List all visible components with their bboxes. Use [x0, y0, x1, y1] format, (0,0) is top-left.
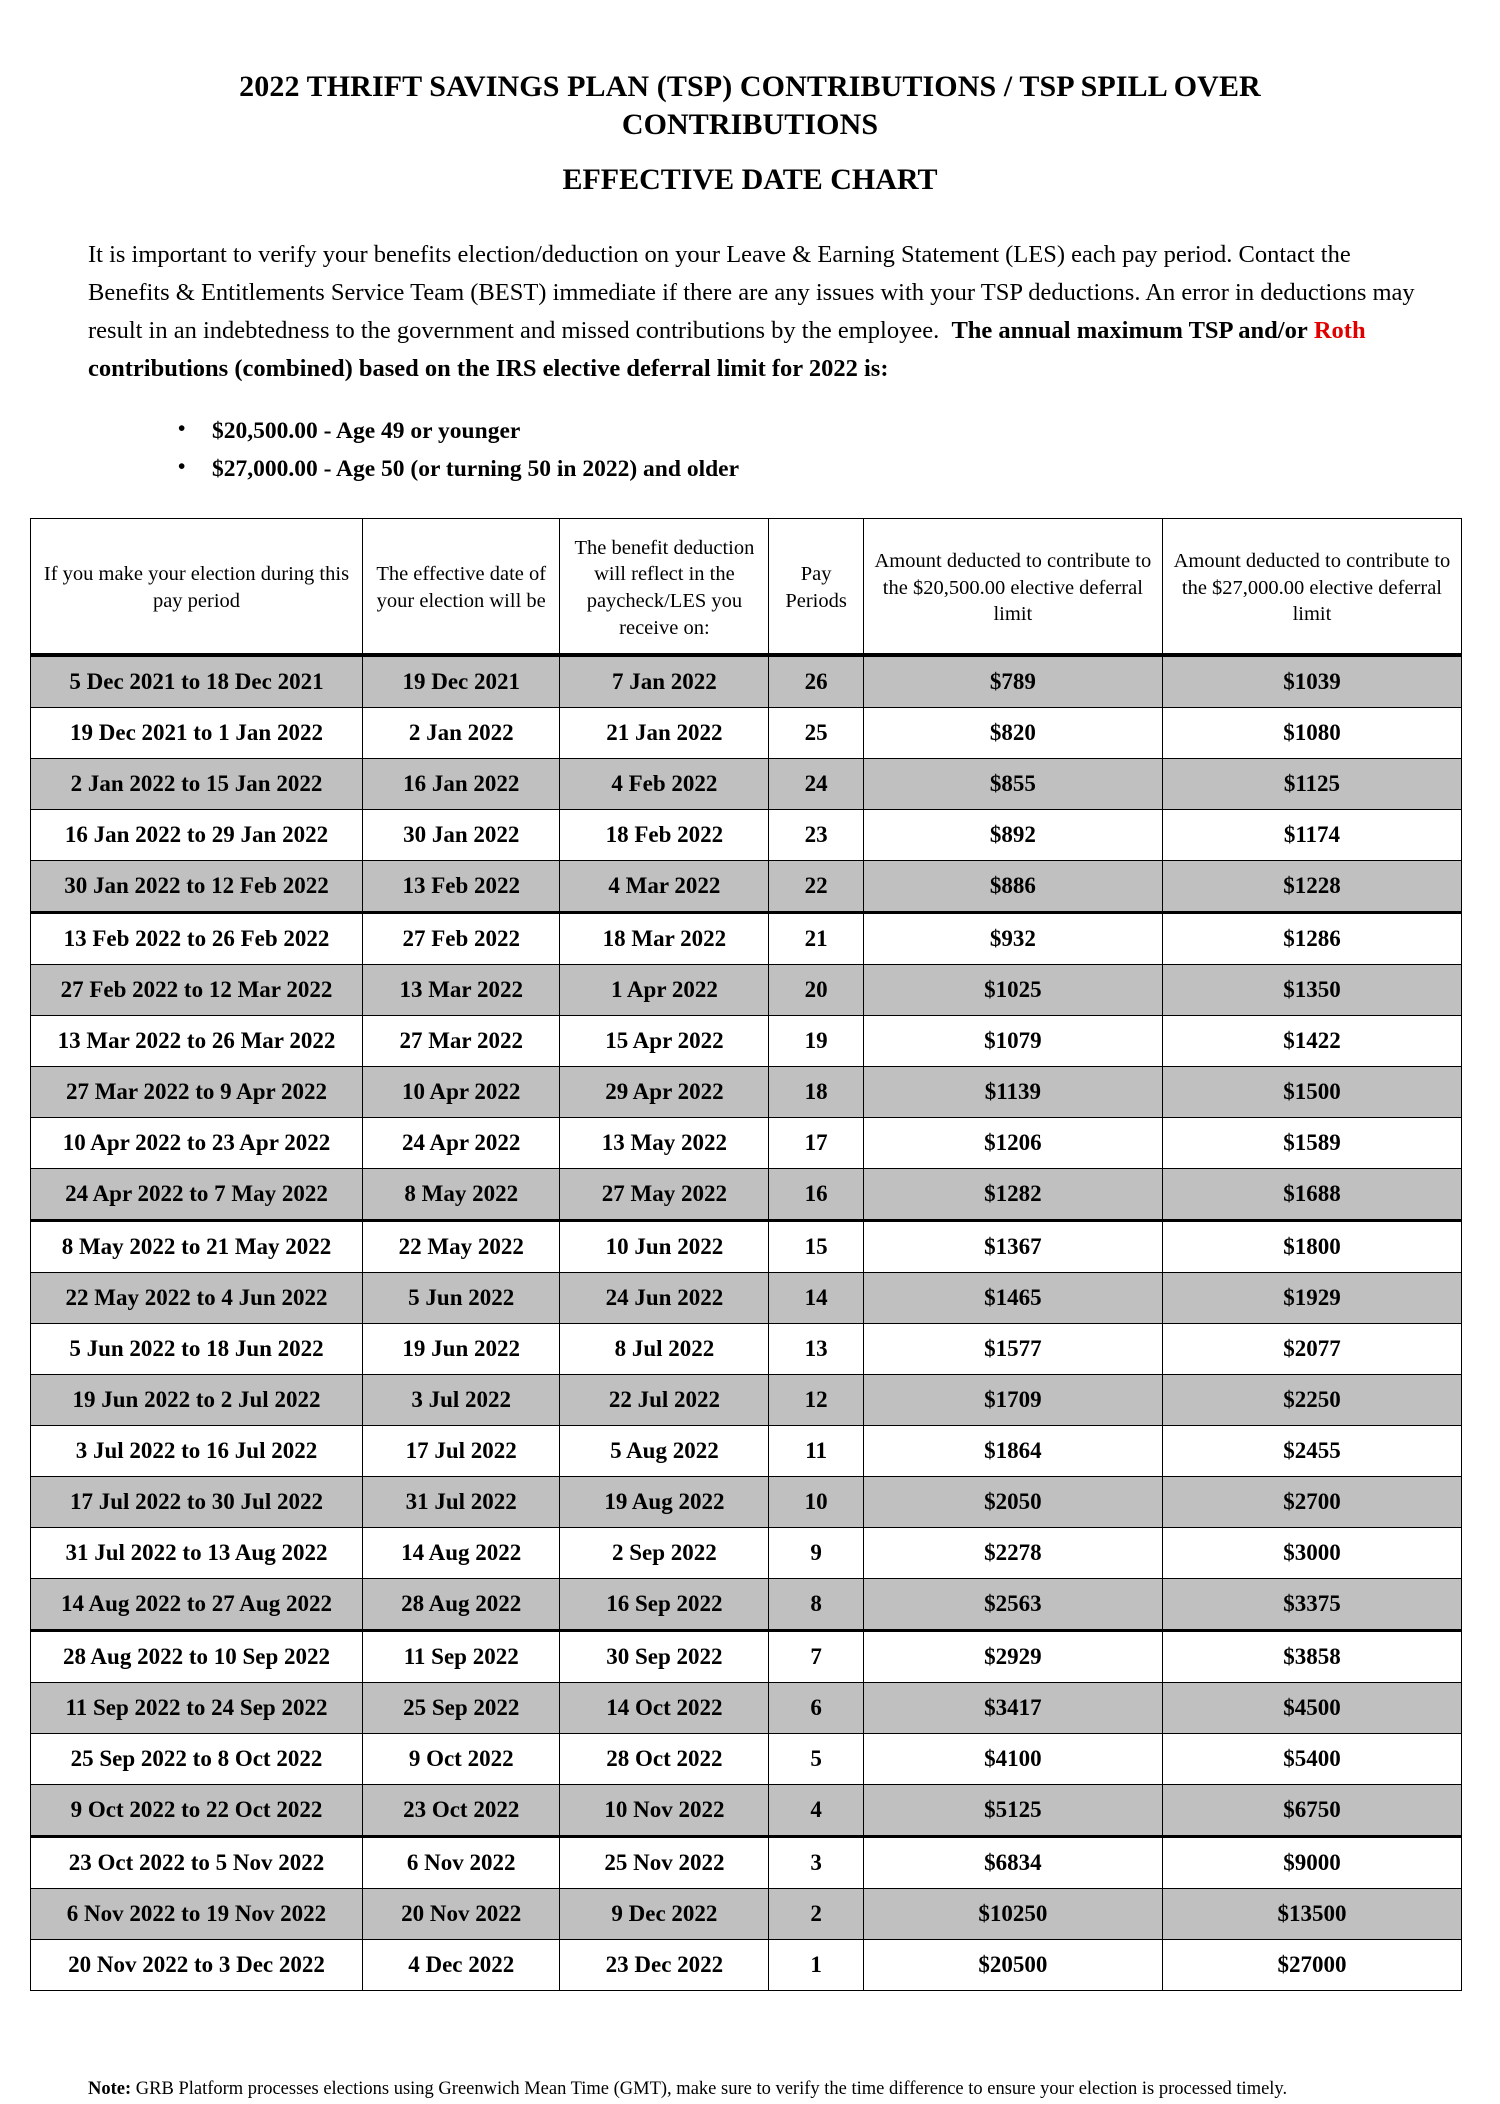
cell-amount-20500: $3417: [863, 1683, 1162, 1734]
cell-amount-20500: $932: [863, 913, 1162, 965]
cell-amount-27000: $2077: [1162, 1324, 1461, 1375]
cell-pay-periods: 2: [769, 1889, 863, 1940]
cell-amount-20500: $1282: [863, 1169, 1162, 1221]
cell-amount-20500: $789: [863, 655, 1162, 708]
cell-benefit-deduction: 1 Apr 2022: [560, 965, 769, 1016]
cell-effective-date: 13 Feb 2022: [362, 861, 559, 913]
cell-amount-27000: $1800: [1162, 1221, 1461, 1273]
cell-effective-date: 24 Apr 2022: [362, 1118, 559, 1169]
cell-benefit-deduction: 2 Sep 2022: [560, 1528, 769, 1579]
intro-text-bold-after-roth: contributions (combined) based on the IRS elective deferral limit for 2022 is:: [88, 354, 889, 382]
cell-amount-20500: $1864: [863, 1426, 1162, 1477]
table-row: [31, 1579, 1462, 1631]
cell-pay-periods: 8: [769, 1579, 863, 1631]
cell-amount-27000: $3375: [1162, 1579, 1461, 1631]
cell-benefit-deduction: 29 Apr 2022: [560, 1067, 769, 1118]
cell-amount-20500: $20500: [863, 1940, 1162, 1991]
cell-pay-periods: 12: [769, 1375, 863, 1426]
table-row: [31, 708, 1462, 759]
cell-benefit-deduction: 4 Mar 2022: [560, 861, 769, 913]
cell-amount-27000: $1589: [1162, 1118, 1461, 1169]
cell-effective-date: 10 Apr 2022: [362, 1067, 559, 1118]
cell-amount-27000: $1500: [1162, 1067, 1461, 1118]
intro-text-plain: It is important to verify your benefits election/deduction on your Leave & Earning Statement (LES) each pay period. Contact the Benefits & Entitlements Service Team (BEST) immediate if there are any issues with your TSP deductions. An error in deductions may result in an indebtedness to the government and missed contributions by the employee.: [88, 240, 1415, 344]
column-header-amount-27000: Amount deducted to contribute to the $27,000.00 elective deferral limit: [1162, 518, 1461, 655]
cell-effective-date: 13 Mar 2022: [362, 965, 559, 1016]
cell-pay-periods: 6: [769, 1683, 863, 1734]
column-header-amount-20500: Amount deducted to contribute to the $20,500.00 elective deferral limit: [863, 518, 1162, 655]
cell-pay-periods: 14: [769, 1273, 863, 1324]
cell-pay-periods: 18: [769, 1067, 863, 1118]
cell-amount-27000: $1688: [1162, 1169, 1461, 1221]
table-row: [31, 861, 1462, 913]
cell-amount-27000: $9000: [1162, 1837, 1461, 1889]
cell-effective-date: 8 May 2022: [362, 1169, 559, 1221]
cell-effective-date: 31 Jul 2022: [362, 1477, 559, 1528]
table-row: [31, 1016, 1462, 1067]
table-row: [31, 1889, 1462, 1940]
cell-election-period: 9 Oct 2022 to 22 Oct 2022: [31, 1785, 363, 1837]
table-row: [31, 1940, 1462, 1991]
cell-benefit-deduction: 15 Apr 2022: [560, 1016, 769, 1067]
cell-election-period: 20 Nov 2022 to 3 Dec 2022: [31, 1940, 363, 1991]
cell-amount-20500: $4100: [863, 1734, 1162, 1785]
cell-effective-date: 9 Oct 2022: [362, 1734, 559, 1785]
cell-election-period: 23 Oct 2022 to 5 Nov 2022: [31, 1837, 363, 1889]
cell-amount-20500: $886: [863, 861, 1162, 913]
page-title: 2022 THRIFT SAVINGS PLAN (TSP) CONTRIBUTIONS / TSP SPILL OVER CONTRIBUTIONS: [239, 70, 1261, 142]
cell-pay-periods: 9: [769, 1528, 863, 1579]
cell-amount-27000: $3000: [1162, 1528, 1461, 1579]
cell-pay-periods: 11: [769, 1426, 863, 1477]
cell-benefit-deduction: 18 Feb 2022: [560, 810, 769, 861]
cell-pay-periods: 1: [769, 1940, 863, 1991]
footer-note-label: Note:: [88, 2079, 132, 2100]
cell-benefit-deduction: 8 Jul 2022: [560, 1324, 769, 1375]
cell-effective-date: 3 Jul 2022: [362, 1375, 559, 1426]
cell-effective-date: 22 May 2022: [362, 1221, 559, 1273]
page-subtitle: EFFECTIVE DATE CHART: [562, 162, 938, 196]
cell-election-period: 16 Jan 2022 to 29 Jan 2022: [31, 810, 363, 861]
table-row: [31, 1426, 1462, 1477]
cell-amount-27000: $27000: [1162, 1940, 1461, 1991]
table-header: [31, 518, 1462, 655]
table-row: [31, 1273, 1462, 1324]
cell-amount-20500: $10250: [863, 1889, 1162, 1940]
cell-effective-date: 23 Oct 2022: [362, 1785, 559, 1837]
cell-benefit-deduction: 5 Aug 2022: [560, 1426, 769, 1477]
cell-effective-date: 4 Dec 2022: [362, 1940, 559, 1991]
cell-election-period: 8 May 2022 to 21 May 2022: [31, 1221, 363, 1273]
cell-election-period: 31 Jul 2022 to 13 Aug 2022: [31, 1528, 363, 1579]
cell-pay-periods: 16: [769, 1169, 863, 1221]
table-row: [31, 1324, 1462, 1375]
cell-amount-20500: $6834: [863, 1837, 1162, 1889]
cell-effective-date: 19 Jun 2022: [362, 1324, 559, 1375]
cell-amount-27000: $2700: [1162, 1477, 1461, 1528]
table-row: [31, 1631, 1462, 1683]
table-body: [31, 655, 1462, 1991]
cell-effective-date: 6 Nov 2022: [362, 1837, 559, 1889]
cell-pay-periods: 22: [769, 861, 863, 913]
table-row: [31, 1221, 1462, 1273]
cell-election-period: 14 Aug 2022 to 27 Aug 2022: [31, 1579, 363, 1631]
intro-paragraph: [0, 236, 1500, 388]
cell-amount-20500: $2050: [863, 1477, 1162, 1528]
cell-election-period: 25 Sep 2022 to 8 Oct 2022: [31, 1734, 363, 1785]
cell-election-period: 5 Jun 2022 to 18 Jun 2022: [31, 1324, 363, 1375]
cell-effective-date: 27 Mar 2022: [362, 1016, 559, 1067]
cell-pay-periods: 3: [769, 1837, 863, 1889]
effective-date-table-wrapper: [0, 518, 1500, 1992]
cell-effective-date: 27 Feb 2022: [362, 913, 559, 965]
table-row: [31, 1067, 1462, 1118]
cell-pay-periods: 20: [769, 965, 863, 1016]
cell-amount-27000: $1350: [1162, 965, 1461, 1016]
cell-election-period: 28 Aug 2022 to 10 Sep 2022: [31, 1631, 363, 1683]
table-row: [31, 810, 1462, 861]
cell-election-period: 24 Apr 2022 to 7 May 2022: [31, 1169, 363, 1221]
cell-election-period: 27 Mar 2022 to 9 Apr 2022: [31, 1067, 363, 1118]
footer-note-text: GRB Platform processes elections using Greenwich Mean Time (GMT), make sure to verify the time difference to ensure your election is processed timely.: [135, 2079, 1288, 2100]
table-row: [31, 759, 1462, 810]
table-header-row: [31, 518, 1462, 655]
cell-amount-27000: $1286: [1162, 913, 1461, 965]
cell-amount-27000: $13500: [1162, 1889, 1461, 1940]
column-header-pay-periods: Pay Periods: [769, 518, 863, 655]
column-header-election-period: If you make your election during this pay period: [31, 518, 363, 655]
footer-note: [0, 1991, 1500, 2104]
table-row: [31, 1785, 1462, 1837]
cell-amount-20500: $1577: [863, 1324, 1162, 1375]
cell-amount-20500: $1465: [863, 1273, 1162, 1324]
cell-amount-20500: $2278: [863, 1528, 1162, 1579]
cell-benefit-deduction: 22 Jul 2022: [560, 1375, 769, 1426]
cell-amount-20500: $5125: [863, 1785, 1162, 1837]
cell-effective-date: 30 Jan 2022: [362, 810, 559, 861]
cell-amount-27000: $6750: [1162, 1785, 1461, 1837]
cell-election-period: 19 Jun 2022 to 2 Jul 2022: [31, 1375, 363, 1426]
cell-effective-date: 20 Nov 2022: [362, 1889, 559, 1940]
cell-benefit-deduction: 24 Jun 2022: [560, 1273, 769, 1324]
column-header-effective-date: The effective date of your election will be: [362, 518, 559, 655]
cell-election-period: 17 Jul 2022 to 30 Jul 2022: [31, 1477, 363, 1528]
cell-benefit-deduction: 30 Sep 2022: [560, 1631, 769, 1683]
cell-amount-20500: $1206: [863, 1118, 1162, 1169]
cell-election-period: 11 Sep 2022 to 24 Sep 2022: [31, 1683, 363, 1734]
cell-effective-date: 17 Jul 2022: [362, 1426, 559, 1477]
cell-pay-periods: 19: [769, 1016, 863, 1067]
table-row: [31, 1837, 1462, 1889]
cell-amount-27000: $1929: [1162, 1273, 1461, 1324]
cell-pay-periods: 23: [769, 810, 863, 861]
cell-benefit-deduction: 28 Oct 2022: [560, 1734, 769, 1785]
cell-amount-27000: $1039: [1162, 655, 1461, 708]
table-row: [31, 1477, 1462, 1528]
cell-pay-periods: 21: [769, 913, 863, 965]
cell-amount-20500: $820: [863, 708, 1162, 759]
cell-election-period: 5 Dec 2021 to 18 Dec 2021: [31, 655, 363, 708]
cell-effective-date: 11 Sep 2022: [362, 1631, 559, 1683]
cell-pay-periods: 26: [769, 655, 863, 708]
cell-pay-periods: 10: [769, 1477, 863, 1528]
cell-amount-27000: $1422: [1162, 1016, 1461, 1067]
cell-election-period: 30 Jan 2022 to 12 Feb 2022: [31, 861, 363, 913]
cell-amount-20500: $2563: [863, 1579, 1162, 1631]
cell-amount-27000: $3858: [1162, 1631, 1461, 1683]
cell-pay-periods: 13: [769, 1324, 863, 1375]
cell-effective-date: 2 Jan 2022: [362, 708, 559, 759]
table-row: [31, 913, 1462, 965]
cell-election-period: 6 Nov 2022 to 19 Nov 2022: [31, 1889, 363, 1940]
cell-benefit-deduction: 7 Jan 2022: [560, 655, 769, 708]
table-row: [31, 1683, 1462, 1734]
cell-effective-date: 16 Jan 2022: [362, 759, 559, 810]
elective-deferral-limit-list: [0, 412, 1500, 488]
cell-amount-27000: $2455: [1162, 1426, 1461, 1477]
table-row: [31, 965, 1462, 1016]
effective-date-table: [30, 518, 1462, 1992]
cell-election-period: 27 Feb 2022 to 12 Mar 2022: [31, 965, 363, 1016]
table-row: [31, 655, 1462, 708]
roth-keyword: Roth: [1313, 316, 1366, 344]
cell-election-period: 19 Dec 2021 to 1 Jan 2022: [31, 708, 363, 759]
cell-pay-periods: 7: [769, 1631, 863, 1683]
cell-effective-date: 19 Dec 2021: [362, 655, 559, 708]
cell-effective-date: 14 Aug 2022: [362, 1528, 559, 1579]
cell-amount-20500: $892: [863, 810, 1162, 861]
cell-amount-20500: $2929: [863, 1631, 1162, 1683]
cell-amount-20500: $1025: [863, 965, 1162, 1016]
column-header-benefit-deduction: The benefit deduction will reflect in the paycheck/LES you receive on:: [560, 518, 769, 655]
cell-pay-periods: 17: [769, 1118, 863, 1169]
table-row: [31, 1169, 1462, 1221]
cell-effective-date: 28 Aug 2022: [362, 1579, 559, 1631]
cell-amount-27000: $5400: [1162, 1734, 1461, 1785]
cell-benefit-deduction: 16 Sep 2022: [560, 1579, 769, 1631]
cell-amount-20500: $1367: [863, 1221, 1162, 1273]
table-row: [31, 1118, 1462, 1169]
cell-benefit-deduction: 21 Jan 2022: [560, 708, 769, 759]
cell-benefit-deduction: 13 May 2022: [560, 1118, 769, 1169]
cell-benefit-deduction: 18 Mar 2022: [560, 913, 769, 965]
table-row: [31, 1528, 1462, 1579]
cell-election-period: 13 Feb 2022 to 26 Feb 2022: [31, 913, 363, 965]
cell-benefit-deduction: 10 Jun 2022: [560, 1221, 769, 1273]
cell-effective-date: 5 Jun 2022: [362, 1273, 559, 1324]
cell-amount-27000: $4500: [1162, 1683, 1461, 1734]
cell-benefit-deduction: 27 May 2022: [560, 1169, 769, 1221]
cell-amount-20500: $1079: [863, 1016, 1162, 1067]
cell-pay-periods: 25: [769, 708, 863, 759]
cell-election-period: 10 Apr 2022 to 23 Apr 2022: [31, 1118, 363, 1169]
cell-benefit-deduction: 14 Oct 2022: [560, 1683, 769, 1734]
cell-amount-20500: $1139: [863, 1067, 1162, 1118]
table-row: [31, 1375, 1462, 1426]
table-row: [31, 1734, 1462, 1785]
cell-benefit-deduction: 19 Aug 2022: [560, 1477, 769, 1528]
cell-amount-27000: $1174: [1162, 810, 1461, 861]
intro-text-bold-before-roth: The annual maximum TSP and/or: [951, 316, 1308, 344]
cell-amount-27000: $1080: [1162, 708, 1461, 759]
cell-election-period: 3 Jul 2022 to 16 Jul 2022: [31, 1426, 363, 1477]
cell-benefit-deduction: 25 Nov 2022: [560, 1837, 769, 1889]
cell-pay-periods: 24: [769, 759, 863, 810]
cell-amount-20500: $855: [863, 759, 1162, 810]
cell-pay-periods: 4: [769, 1785, 863, 1837]
cell-benefit-deduction: 9 Dec 2022: [560, 1889, 769, 1940]
title-block: [0, 0, 1500, 202]
cell-amount-27000: $1125: [1162, 759, 1461, 810]
cell-effective-date: 25 Sep 2022: [362, 1683, 559, 1734]
cell-benefit-deduction: 23 Dec 2022: [560, 1940, 769, 1991]
list-item: • $27,000.00 - Age 50 (or turning 50 in 2022) and older: [170, 450, 1500, 488]
cell-amount-20500: $1709: [863, 1375, 1162, 1426]
cell-amount-27000: $2250: [1162, 1375, 1461, 1426]
cell-pay-periods: 5: [769, 1734, 863, 1785]
cell-election-period: 22 May 2022 to 4 Jun 2022: [31, 1273, 363, 1324]
cell-pay-periods: 15: [769, 1221, 863, 1273]
cell-election-period: 13 Mar 2022 to 26 Mar 2022: [31, 1016, 363, 1067]
cell-benefit-deduction: 10 Nov 2022: [560, 1785, 769, 1837]
cell-amount-27000: $1228: [1162, 861, 1461, 913]
cell-benefit-deduction: 4 Feb 2022: [560, 759, 769, 810]
list-item: • $20,500.00 - Age 49 or younger: [170, 412, 1500, 450]
cell-election-period: 2 Jan 2022 to 15 Jan 2022: [31, 759, 363, 810]
